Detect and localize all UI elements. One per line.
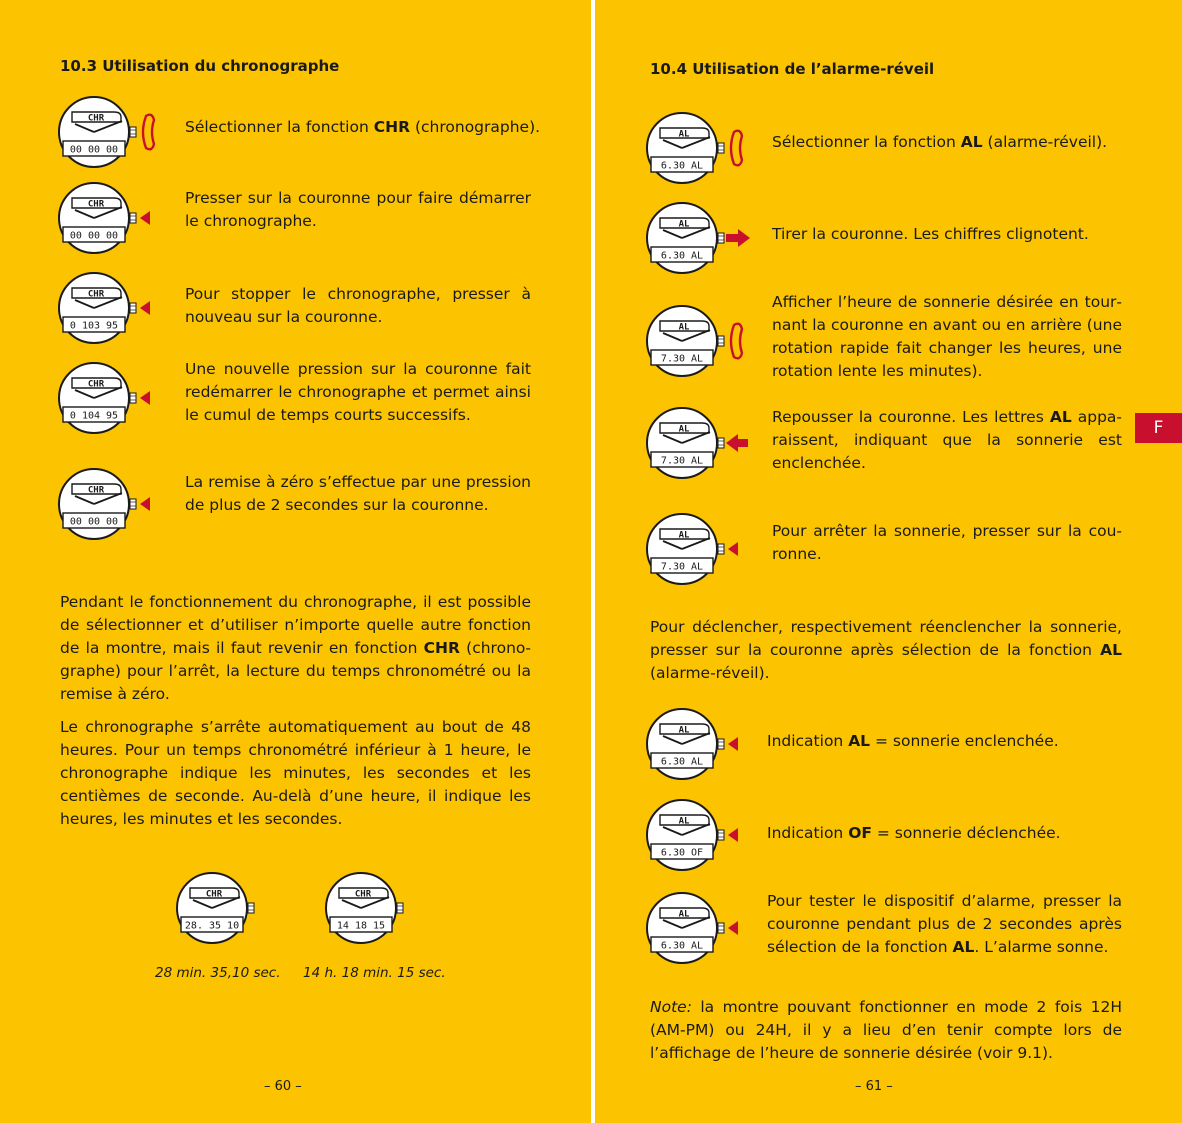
page-number: – 60 – <box>264 1079 302 1094</box>
svg-text:AL: AL <box>678 129 690 140</box>
watch-icon <box>325 870 437 950</box>
watch-drawing <box>325 870 437 946</box>
language-tab: F <box>1135 413 1182 443</box>
watch-drawing <box>646 890 758 966</box>
paragraph: Note: la montre pouvant fonctionner en mode 2 fois 12H (AM-PM) ou 24H, il y a lieu d’en tenir compte lors de l’affichage de l’heure de sonnerie désirée (voir 9.1). <box>650 998 1122 1062</box>
watch-icon <box>646 890 758 970</box>
watch-icon <box>646 200 758 280</box>
crown-push-icon <box>726 434 748 452</box>
svg-text:AL: AL <box>678 424 690 435</box>
section-heading-chronograph: 10.3 Utilisation du chronographe <box>60 57 340 75</box>
svg-text:14 18 15: 14 18 15 <box>336 920 386 932</box>
watch-icon <box>646 303 758 383</box>
svg-text:AL: AL <box>678 816 690 827</box>
crown-press-icon <box>140 497 150 511</box>
example-caption: 14 h. 18 min. 15 sec. <box>303 965 446 981</box>
step-instruction: La remise à zéro s’effectue par une pression de plus de 2 secondes sur la couronne. <box>185 473 531 514</box>
svg-text:AL: AL <box>678 530 690 541</box>
watch-icon <box>646 511 758 591</box>
svg-text:AL: AL <box>678 909 690 920</box>
svg-text:0 104 95: 0 104 95 <box>69 410 119 422</box>
watch-icon <box>646 797 758 877</box>
step-instruction: Pour stopper le chronographe, presser à nouveau sur la couronne. <box>185 285 531 326</box>
watch-icon <box>58 360 170 440</box>
svg-text:00 00 00: 00 00 00 <box>69 516 119 528</box>
svg-text:CHR: CHR <box>205 889 223 900</box>
example-caption: 28 min. 35,10 sec. <box>155 965 281 981</box>
watch-drawing <box>646 303 758 379</box>
svg-text:6.30 AL: 6.30 AL <box>660 160 704 172</box>
svg-text:CHR: CHR <box>354 889 372 900</box>
svg-text:6.30 OF: 6.30 OF <box>660 847 704 859</box>
svg-text:00 00 00: 00 00 00 <box>69 144 119 156</box>
watch-drawing <box>58 94 170 170</box>
svg-text:6.30 AL: 6.30 AL <box>660 940 704 952</box>
watch-icon <box>58 180 170 260</box>
mode-note <box>650 996 1122 1075</box>
step-instruction: Presser sur la couronne pour faire démarrer le chronographe. <box>185 189 531 230</box>
svg-text:CHR: CHR <box>87 199 105 210</box>
svg-text:6.30 AL: 6.30 AL <box>660 250 704 262</box>
watch-drawing <box>58 466 170 542</box>
step-instruction: Pour tester le dispositif d’alarme, presser la couronne pendant plus de 2 secondes après sélection de la fonction AL. L’alarme sonne. <box>767 892 1122 956</box>
paragraph: Pendant le fonctionnement du chronographe, il est possible de sélectionner et d’utiliser n’importe quelle autre fonction de la montre, mais il faut revenir en fonction CHR (chronographe) pour l’arrêt, la lecture du temps chronométré ou la remise à zéro. <box>60 593 531 703</box>
watch-drawing <box>58 360 170 436</box>
step-instruction: Indication OF = sonnerie déclenchée. <box>767 824 1061 842</box>
watch-icon <box>176 870 288 950</box>
svg-text:AL: AL <box>678 219 690 230</box>
svg-text:CHR: CHR <box>87 289 105 300</box>
svg-text:28. 35 10: 28. 35 10 <box>184 920 240 932</box>
watch-drawing <box>58 270 170 346</box>
crown-rotate-icon <box>143 115 154 150</box>
crown-pull-icon <box>726 229 750 247</box>
watch-icon <box>58 270 170 350</box>
section-heading-alarm: 10.4 Utilisation de l’alarme-réveil <box>650 60 935 78</box>
watch-icon <box>646 706 758 786</box>
watch-drawing <box>646 706 758 782</box>
watch-drawing <box>58 180 170 256</box>
step-instruction: Sélectionner la fonction CHR (chronographe). <box>185 118 541 136</box>
step-instruction: Repousser la couronne. Les lettres AL apparaissent, indiquant que la sonnerie est enclenchée. <box>772 408 1122 472</box>
svg-text:7.30 AL: 7.30 AL <box>660 561 704 573</box>
step-instruction: Indication AL = sonnerie enclenchée. <box>767 732 1059 750</box>
watch-icon <box>646 110 758 190</box>
step-instruction: Pour arrêter la sonnerie, presser sur la couronne. <box>772 522 1122 563</box>
paragraph: Pour déclencher, respectivement réenclencher la sonnerie, presser sur la couronne après sélection de la fonction AL (alarme-réveil). <box>650 618 1122 682</box>
svg-text:CHR: CHR <box>87 379 105 390</box>
crown-press-icon <box>728 737 738 751</box>
paragraph: Le chronographe s’arrête automatiquement au bout de 48 heures. Pour un temps chronométré inférieur à 1 heure, le chronographe indique les minutes, les secondes et les centièmes de seconde. Au-delà d’une heure, il indique les heures, les minutes et les secondes. <box>60 718 531 828</box>
chronograph-notes <box>60 591 531 841</box>
svg-text:CHR: CHR <box>87 485 105 496</box>
svg-text:7.30 AL: 7.30 AL <box>660 455 704 467</box>
svg-text:CHR: CHR <box>87 113 105 124</box>
watch-drawing <box>646 511 758 587</box>
step-instruction: Tirer la couronne. Les chiffres clignotent. <box>772 225 1089 243</box>
svg-text:00 00 00: 00 00 00 <box>69 230 119 242</box>
watch-icon <box>58 466 170 546</box>
svg-text:6.30 AL: 6.30 AL <box>660 756 704 768</box>
crown-rotate-icon <box>731 131 742 166</box>
watch-drawing <box>646 797 758 873</box>
crown-rotate-icon <box>731 324 742 359</box>
watch-drawing <box>646 200 758 276</box>
watch-icon <box>58 94 170 174</box>
crown-press-icon <box>140 391 150 405</box>
crown-press-icon <box>140 211 150 225</box>
svg-text:AL: AL <box>678 725 690 736</box>
crown-press-icon <box>728 921 738 935</box>
svg-text:0 103 95: 0 103 95 <box>69 320 119 332</box>
watch-drawing <box>176 870 288 946</box>
crown-press-icon <box>140 301 150 315</box>
watch-drawing <box>646 110 758 186</box>
step-instruction: Afficher l’heure de sonnerie désirée en tournant la couronne en avant ou en arrière (une rotation rapide fait changer les heures, une rotation lente les minutes). <box>772 293 1122 380</box>
crown-press-icon <box>728 542 738 556</box>
alarm-toggle-note <box>650 616 1122 695</box>
crown-press-icon <box>728 828 738 842</box>
page-number: – 61 – <box>855 1079 893 1094</box>
step-instruction: Une nouvelle pression sur la couronne fait redémarrer le chronographe et permet ainsi le cumul de temps courts successifs. <box>185 360 531 424</box>
svg-text:7.30 AL: 7.30 AL <box>660 353 704 365</box>
step-instruction: Sélectionner la fonction AL (alarme-réveil). <box>772 133 1108 151</box>
watch-icon <box>646 405 758 485</box>
svg-text:AL: AL <box>678 322 690 333</box>
watch-drawing <box>646 405 758 481</box>
note-label: Note: <box>650 998 692 1016</box>
